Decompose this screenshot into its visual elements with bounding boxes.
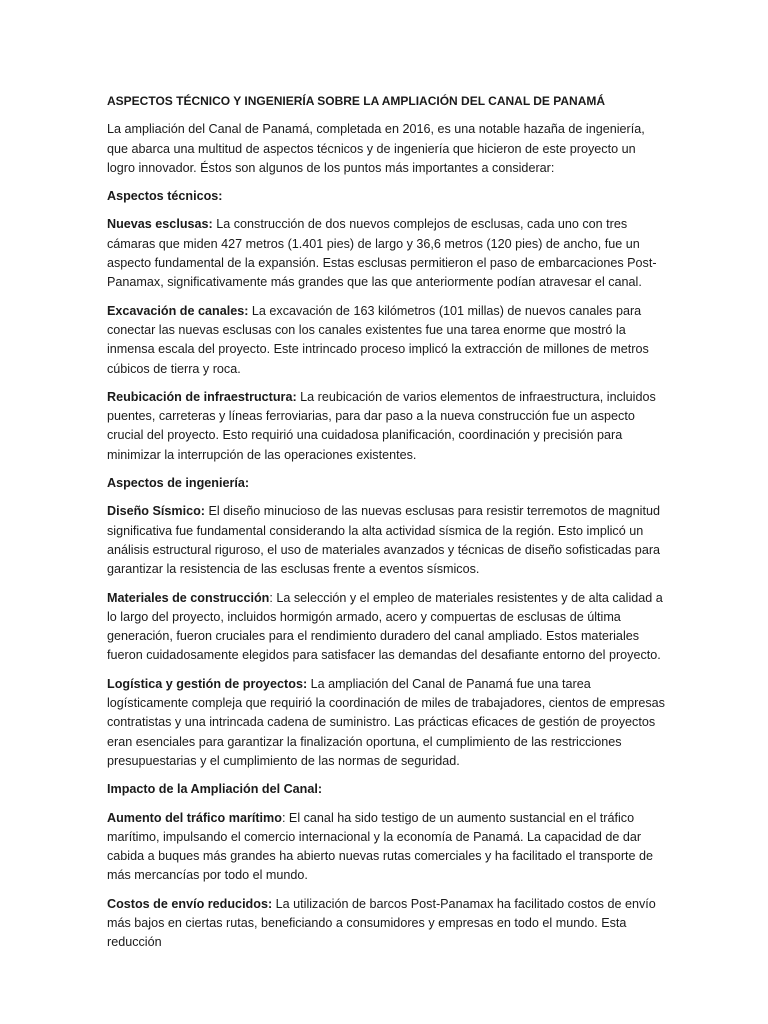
paragraph-lead: Excavación de canales: [107,303,249,318]
section-heading-impact: Impacto de la Ampliación del Canal: [107,782,323,797]
paragraph-text: La utilización de barcos Post-Panamax ha facilitado costos de envío más bajos en ciertas rutas, beneficiando a consumidores y empresas en todo el mundo. Esta reducción [107,896,656,950]
paragraph-lead: Logística y gestión de proyectos: [107,676,308,691]
document-title: ASPECTOS TÉCNICO Y INGENIERÍA SOBRE LA AMPLIACIÓN DEL CANAL DE PANAMÁ [107,94,606,108]
section-heading-technical: Aspectos técnicos: [107,189,223,204]
paragraph-lead: Diseño Sísmico: [107,504,205,519]
paragraph-text: La reubicación de varios elementos de infraestructura, incluidos puentes, carreteras y líneas ferroviarias, para dar paso a la nueva construcción fue un aspecto crucial del proyecto. Esto requirió una cuidadosa planificación, coordinación y precisión para minimizar la interrupción de las operaciones existentes. [107,389,656,462]
paragraph-lead: Aumento del tráfico marítimo [107,810,282,825]
paragraph-reubicacion-infraestructura [107,388,667,465]
paragraph-lead: Materiales de construcción [107,590,270,605]
section-heading-engineering: Aspectos de ingeniería: [107,476,250,491]
paragraph-excavacion-canales [107,302,667,379]
paragraph-lead: Nuevas esclusas: [107,217,213,232]
paragraph-logistica-gestion [107,675,667,771]
paragraph-nuevas-esclusas [107,215,667,292]
paragraph-diseno-sismico [107,502,667,579]
paragraph-text: : El canal ha sido testigo de un aumento sustancial en el tráfico marítimo, impulsando el comercio internacional y la economía de Panamá. La capacidad de dar cabida a buques más grandes ha abierto nuevas rutas comerciales y ha facilitado el transporte de más mercancías por todo el mundo. [107,810,654,883]
paragraph-materiales-construccion [107,589,667,666]
paragraph-lead: Reubicación de infraestructura: [107,389,297,404]
paragraph-costos-envio [107,895,667,953]
paragraph-text: La excavación de 163 kilómetros (101 millas) de nuevos canales para conectar las nuevas esclusas con los canales existentes fue una tarea enorme que mostró la inmensa escala del proyecto. Este intrincado proceso implicó la extracción de millones de metros cúbicos de tierra y roca. [107,303,649,376]
paragraph-text: : La selección y el empleo de materiales resistentes y de alta calidad a lo largo del proyecto, incluidos hormigón armado, acero y compuertas de esclusas de última generación, fueron cruciales para el rendimiento duradero del canal ampliado. Estos materiales fueron cuidadosamente elegidos para satisfacer las demandas del desafiante entorno del proyecto. [107,590,663,663]
paragraph-text: La ampliación del Canal de Panamá fue una tarea logísticamente compleja que requirió la coordinación de miles de trabajadores, cientos de empresas contratistas y una intrincada cadena de suministro. Las prácticas eficaces de gestión de proyectos eran esenciales para garantizar la finalización oportuna, el cumplimiento de las restricciones presupuestarias y el cumplimiento de las normas de seguridad. [107,676,665,768]
paragraph-text: El diseño minucioso de las nuevas esclusas para resistir terremotos de magnitud significativa fue fundamental considerando la alta actividad sísmica de la región. Esto implicó un análisis estructural riguroso, el uso de materiales avanzados y técnicas de diseño sofisticadas para garantizar la resistencia de las esclusas frente a eventos sísmicos. [107,504,661,577]
paragraph-aumento-trafico [107,809,667,886]
document-page [107,92,667,962]
paragraph-lead: Costos de envío reducidos: [107,896,273,911]
intro-paragraph: La ampliación del Canal de Panamá, completada en 2016, es una notable hazaña de ingeniería, que abarca una multitud de aspectos técnicos y de ingeniería que hicieron de este proyecto un logro innovador. Éstos son algunos de los puntos más importantes a considerar: [107,122,645,175]
paragraph-text: La construcción de dos nuevos complejos de esclusas, cada uno con tres cámaras que miden 427 metros (1.401 pies) de largo y 36,6 metros (120 pies) de ancho, fue un aspecto fundamental de la expansión. Estas esclusas permitieron el paso de embarcaciones Post-Panamax, significativamente más grandes que las que anteriormente podían atravesar el canal. [107,217,657,290]
